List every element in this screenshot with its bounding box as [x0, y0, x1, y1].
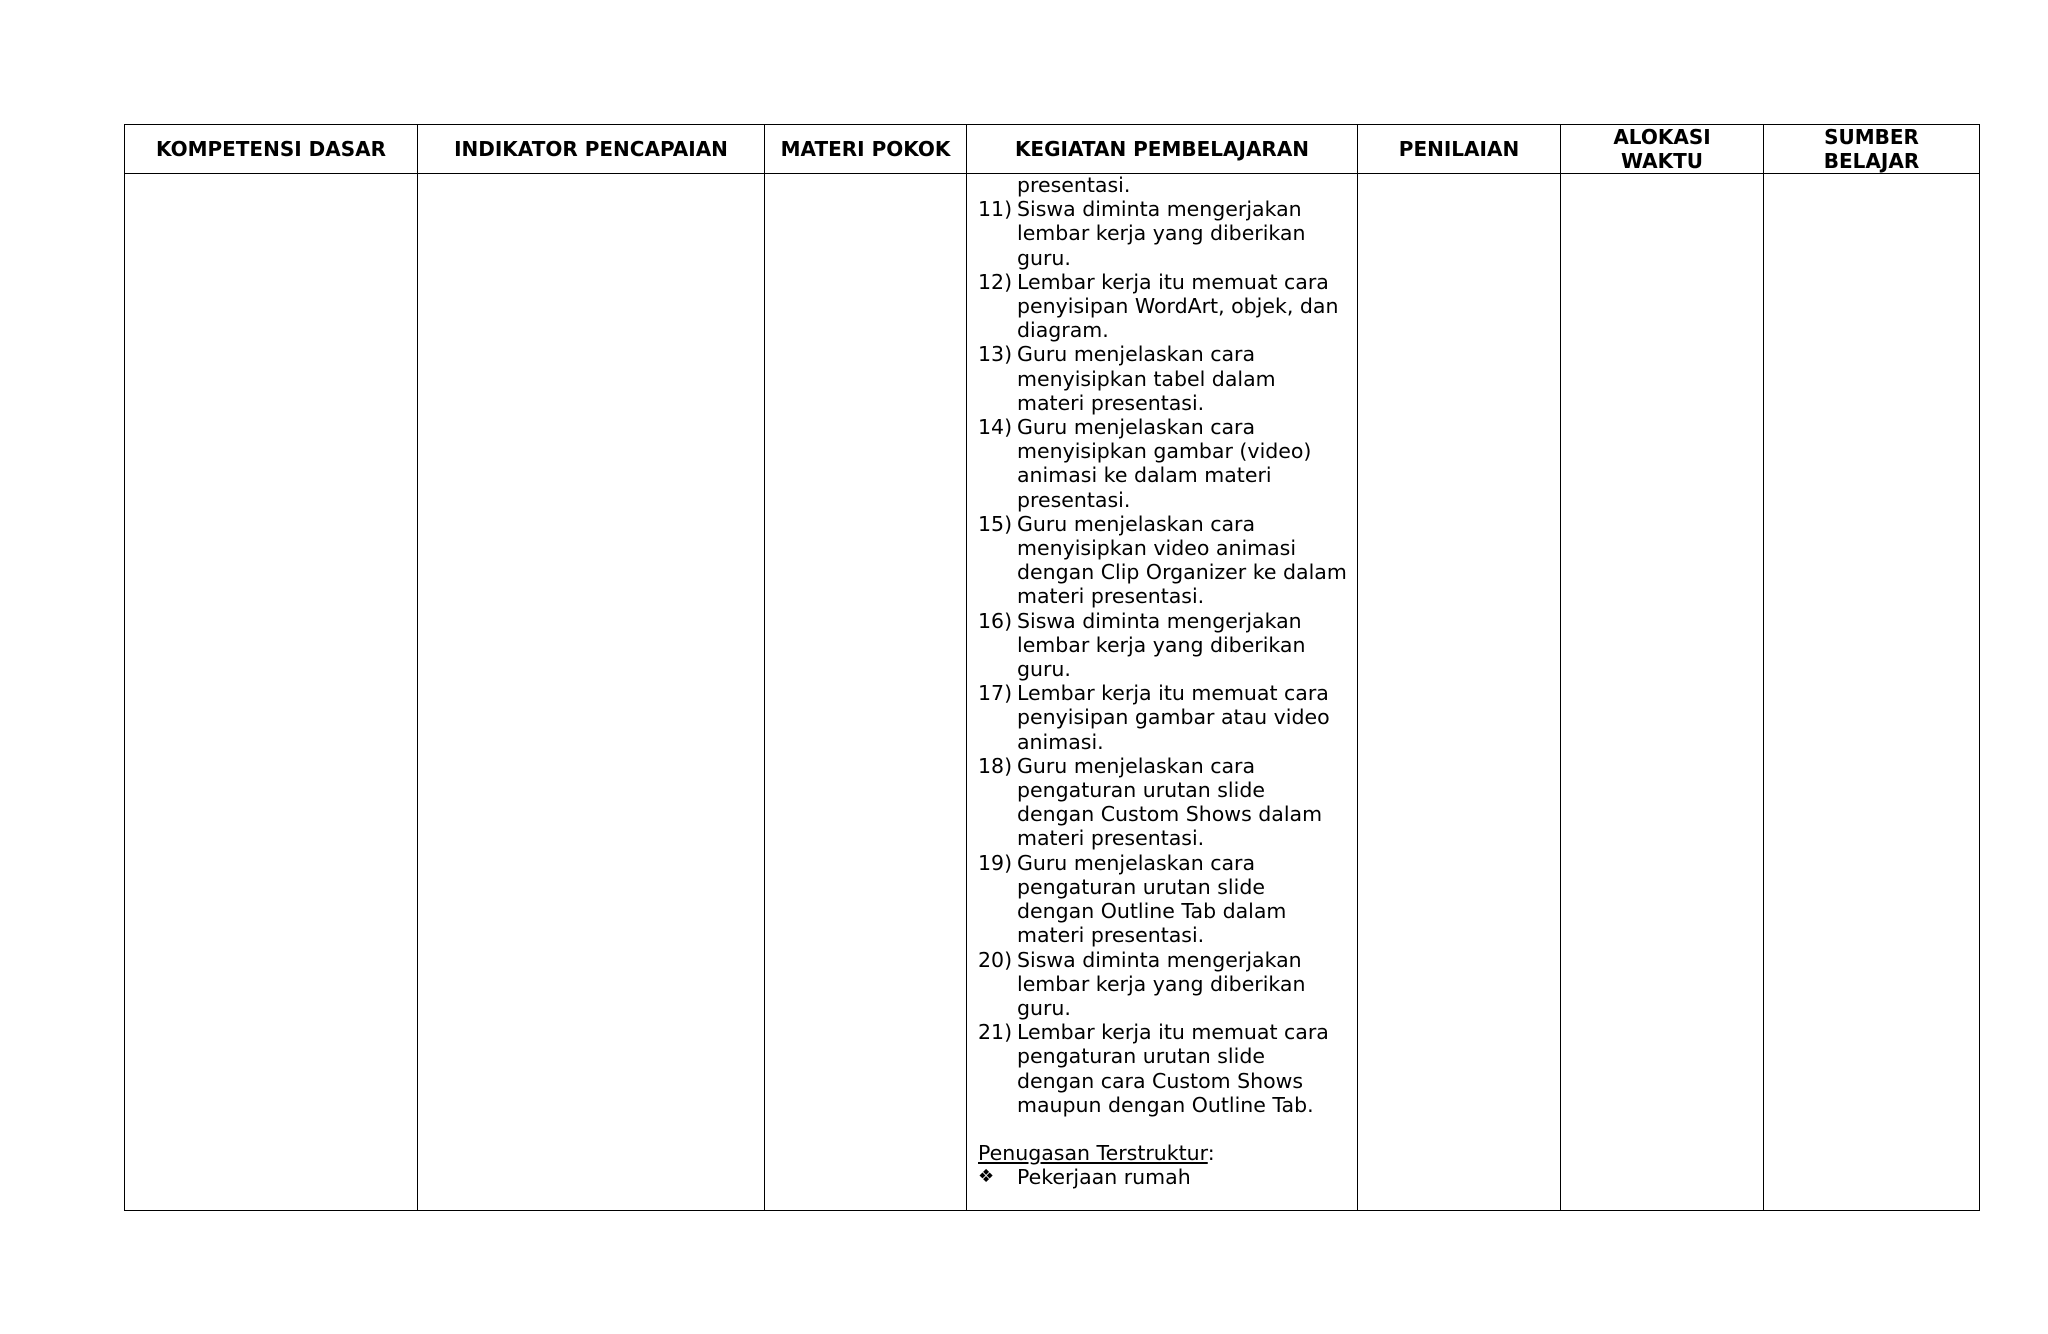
header-kegiatan-pembelajaran: KEGIATAN PEMBELAJARAN	[967, 125, 1358, 174]
step-number: 19)	[978, 850, 1013, 875]
cell-penilaian	[1358, 174, 1561, 1211]
header-kompetensi-dasar: KOMPETENSI DASAR	[125, 125, 418, 174]
header-alokasi-waktu	[1561, 125, 1764, 174]
header-penilaian: PENILAIAN	[1358, 125, 1561, 174]
step-text: Guru menjelaskan cara menyisipkan gambar (video) animasi ke dalam materi presentasi.	[1017, 415, 1312, 512]
header-row	[125, 125, 1980, 174]
step-text: Guru menjelaskan cara pengaturan urutan slide dengan Custom Shows dalam materi presentasi.	[1017, 753, 1323, 851]
step-text: Lembar kerja itu memuat cara penyisipan WordArt, objek, dan diagram.	[1017, 269, 1339, 343]
list-item	[978, 415, 1347, 512]
cell-indikator-pencapaian	[418, 174, 765, 1211]
step-number: 20)	[978, 947, 1013, 972]
header-alokasi-line1: ALOKASI	[1613, 125, 1711, 149]
cell-alokasi-waktu	[1561, 174, 1764, 1211]
step-number: 21)	[978, 1020, 1013, 1045]
step-number: 17)	[978, 681, 1013, 706]
penugasan-item: Pekerjaan rumah	[1017, 1165, 1191, 1190]
step-number: 18)	[978, 753, 1013, 778]
continued-line: presentasi.	[1017, 173, 1131, 197]
header-sumber-belajar	[1764, 125, 1980, 174]
list-item	[978, 512, 1347, 609]
header-sumber-line2: BELAJAR	[1823, 149, 1920, 173]
step-number: 15)	[978, 511, 1013, 536]
diamond-bullet-icon: ❖	[978, 1166, 995, 1188]
list-item	[978, 197, 1347, 270]
step-text: Siswa diminta mengerjakan lembar kerja yang diberikan guru.	[1017, 947, 1306, 1020]
step-text: Guru menjelaskan cara menyisipkan video animasi dengan Clip Organizer ke dalam materi presentasi.	[1017, 511, 1347, 609]
header-sumber-line1: SUMBER	[1824, 125, 1919, 149]
list-item	[978, 681, 1347, 754]
cell-kegiatan-pembelajaran	[967, 174, 1358, 1211]
header-alokasi-line2: WAKTU	[1620, 149, 1704, 173]
body-row	[125, 174, 1980, 1211]
list-item	[978, 754, 1347, 851]
step-number: 14)	[978, 415, 1013, 440]
cell-sumber-belajar	[1764, 174, 1980, 1211]
penugasan-heading: Penugasan Terstruktur	[978, 1141, 1208, 1166]
kegiatan-content	[967, 173, 1357, 1190]
list-item	[978, 948, 1347, 1021]
step-number: 13)	[978, 342, 1013, 367]
steps-list	[978, 197, 1347, 1117]
step-text: Siswa diminta mengerjakan lembar kerja yang diberikan guru.	[1017, 608, 1306, 682]
step-text: Guru menjelaskan cara pengaturan urutan slide dengan Outline Tab dalam materi presentasi.	[1017, 850, 1287, 948]
spacer	[978, 1117, 1347, 1141]
step-text: Guru menjelaskan cara menyisipkan tabel dalam materi presentasi.	[1017, 342, 1276, 415]
list-item	[978, 270, 1347, 343]
list-item	[978, 1020, 1347, 1117]
step-number: 12)	[978, 269, 1013, 294]
header-indikator-pencapaian: INDIKATOR PENCAPAIAN	[418, 125, 765, 174]
list-item	[978, 1165, 1347, 1189]
step-number: 16)	[978, 608, 1013, 633]
step-text: Lembar kerja itu memuat cara penyisipan gambar atau video animasi.	[1017, 681, 1330, 754]
penugasan-colon: :	[1207, 1141, 1215, 1166]
step-number: 11)	[978, 197, 1013, 222]
step-text: Siswa diminta mengerjakan lembar kerja yang diberikan guru.	[1017, 197, 1306, 270]
list-item	[978, 851, 1347, 948]
list-item	[978, 609, 1347, 682]
cell-kompetensi-dasar	[125, 174, 418, 1211]
syllabus-table	[124, 124, 1980, 1211]
list-item	[978, 342, 1347, 415]
cell-materi-pokok	[765, 174, 967, 1211]
step-text: Lembar kerja itu memuat cara pengaturan urutan slide dengan cara Custom Shows maupun dengan Outline Tab.	[1017, 1020, 1329, 1117]
penugasan-terstruktur	[978, 1141, 1347, 1165]
header-materi-pokok: MATERI POKOK	[765, 125, 967, 174]
